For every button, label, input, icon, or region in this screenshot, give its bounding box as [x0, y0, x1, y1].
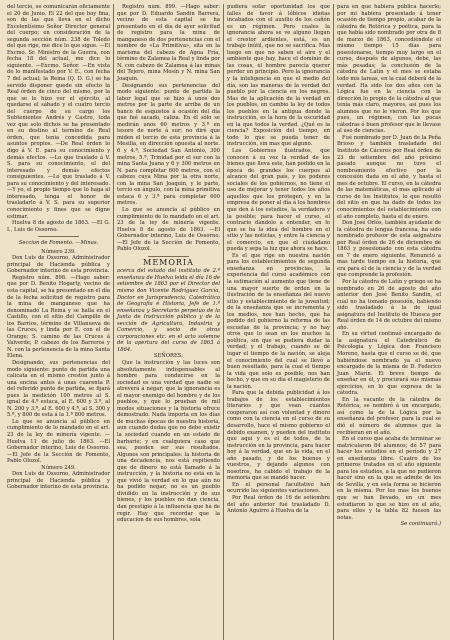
paragraph: En la vacante de la cátedra de Retórica, se nombró á un encargado, así como la de la Lógica por la enseñanza del profesor, para la cual se dió el número de alumnos que la recibieran en el año.: [337, 396, 441, 436]
paragraph: Lo que se anuncia al público en cumplimiento de lo mandado en el art. 23 de la ley de minería vigente. Huelva 8 de agosto de 1863. —El Gobernador interino, Luis de Ossorno. —El Jefe de la Sección de Fomento, Pablo Olozol.: [117, 206, 220, 253]
paragraph: del tercio, se comunicarán oficiamente el 20 de Junio. El 22 del que hoy fina, son de las que lleva en el dicho Excelentísimo Señor Director general del cuerpo; en consideración de la segunda sección núm. 238 de Toledo del que rige, me dice lo que sigue. —El Excmo. Sr. Ministro de la Guerra, con fecha 18 del actual, me dice lo siguiente. —Excmo. Señor. —En vista de lo manifestado por V. E., con fecha 7 del actual; la Reina (Q. D. G.) se ha servido disponer quede sin efecto la Real órden de cinco del mismo, por la que se le hizo ver el ejército, al quedarse el sábado y el cuatro tercio del cuerpo de su cargo los Subtenientes Andrés y Castro, toda vez que solo dichos se ha presentado en su destino al termino de Real órden, que tenia concedida para asuntos propios. —De Real órden lo digo á V. E. para su conocimiento y demás efectos. —Lo que traslado á V. S. para su conocimiento, el del interesado y demás efectos consiguientes. —Lo que traslado á V. para su conocimiento y del interesado. —Y yo, el propio tiempo que lo haga al interesado, tenga el honor de trasladarlo á V. S. para su superior conocimiento y fines que se digne estimar.: [7, 4, 110, 220]
paragraph: Don Luis de Ossorno, Administrador principal de Hacienda pública y Gobernador interino de esta provincia.: [7, 471, 110, 491]
paragraph: Registro núm. 899. —Hago saber: que por D. Eduardo Sandin Barrera, vecino de esta capital se ha presentado en el día de ayer solicitud de registro para la mina de manganeso de dos pertenencias con el nombre de «La Primitiva», sita en la marisma del cabezo de Agua Fría, término de Zalamea la Real y linda por N. con cabezo de Zalamea á las minas del Tejero, mina Mosín y N. mina San Joaquin.: [117, 4, 220, 83]
paragraph: Que la instrucción y las luces son absolutamente indispensables al hombre para conducirse en la sociedad es una verdad que nadie se atreverá á negar; que la ignorancia es el mayor enemigo del hombre y de los pueblos, y que lo prueban de mil modos situaciones y la historia ofrece demostrado. Nada importa en los días de muchas épocas de nuestra historia, aun cuando dudas que no debe existir la sociedad cuando en un estado de barbarie; y en cualquiera caso que sea, pueden ser sus resultados. Algunos son principales: la historia de una decadencia, nos está repitiendo que de dinero no está llamado á la instrucción, y la historia no está en la que vivió la verdad en lo que aún no ha podido negar; no es un pueblo dividido en la instrucción y de sus bienes, y los pueblos no dan ciencia, dan prestigio á la influencia que ha de regir. Hay que recordar que la educacion de sus hombres, sola: [117, 359, 220, 524]
paragraph: Registro núm. 898. —Hago saber: que por D. Benito Hogarty, vecino de esta capital, se ha presentado en el día de la fecha solicitud de registro para la mina de manganeso que ha denominado La Reina y se halla en el Castillo, con el sitio del Campillo de los Barrios, término de Villanueva de las Cruces, y linda por E. con el de Orange; S. camino de las Cruces á Valverde; P. cabezo de los Barreros y N. con la pertenencia de la mina Santa Elena.: [7, 274, 110, 360]
paragraph: para en que habiera pública hacerlo; por mi habiera presentado á tener ocasión de tiempo propio, acabar de la cátedra de Retórica y poética, para la que había sido nombrado por otra de 8 de marzo de 1863, concediéndole el mismo tiempo 15 días para posesionarse, tiempo muy largo en el curso, después de algunos, debe, las más pesadas; la conclusión de la cátedra de Latín y el mes se estaba todo mis tareas, en la cual deberá de la verdad. Ha sido los dos años con la Lógica fue en la ciencia con la dirección lo propio de la cátedra al que tenía más claro, mayores, así pues los alumnos que no le vieron. Por los que pues, un régimen, con las pocas cátedras ó buen profesor que le llevase al uso de ciencias.: [337, 4, 441, 135]
paragraph: Por la cátedra de Latín y griego se ha nombrado en 26 de agosto del año anterior don José Benito Sandin, el cual no ha tomado posesión, habiendo sido trasladado á la de igual asignatura del Instituto de Huesca por Real órden de 14 de octubre del mismo año.: [337, 278, 441, 331]
centered-line: Número 239.: [41, 248, 76, 255]
paragraph: Designando sus pertenencias del modo siguiente: punto de partida la labor legal que se hizo á unos dos metros por la parte de arriba de un banco de esquistos á ocasión del día que fué sacado, caliza. En él sólo se medirán unos 60 metros y 3.ª en tesoro de norte á sur; no diré que miden el tercio de esta provincia á la Mesilla, en dirección opuesta al norte. 6 y 4.ª, Sociedad San Antonio, 300 metros, 5.ª, Trinidad por el sur con la mina Santa Juana y 6 y 300 metros en N. para completar 600 metros, con el cabezo cuya Mina por la otra norte, con la mina San Joaquin, y le parte, tercio en ángulo, con la mina primitiva estaca 6 y 3.ª para completar 600 metros.: [117, 82, 220, 207]
column-2: [114, 4, 224, 640]
paragraph: Por Real órden de 16 de setiembre del año anterior fué trasladado D. Antonio Aguirre á Huelva de la: [227, 495, 330, 515]
section-divider: [38, 236, 79, 237]
paragraph: En el curso que acaba de terminar se matricularon 84 alumnos; de 57 para hacer los estudios en el período y 27 en enseñanza libre. Cuatro de los primeros tratados en el año siguiente para los estudios, a la que no pudieron hacer sino en la que se admite de los de Sevilla, y en esta forma se hicieron en la misma. Por los mas los buenos que se han llevado, en un mes estudiaron lo que se hizo en el año, para ellos y la tabla 82 fuesen las notas.: [337, 436, 441, 521]
section-heading: Seccion de Fomento. —Minas.: [18, 240, 99, 247]
centered-line: Número 249.: [41, 464, 76, 471]
article-title: MEMORIA: [143, 257, 194, 267]
centered-line: SEÑORES:: [153, 353, 184, 360]
article-subtitle: acerca del estado del instituto de 2.ª enseñanza de Huelva leida el día 16 de setiembre de 1863 por el Director del mismo don Vicente Rodríguez García, Doctor en Jurisprudencia, Catedrático de Geografía é Historia, Jefe de 1.ª enseñanza y Secretario perpetuo de la Junta de Instrucción pública y de la sección de Agricultura, Industria y Comercio, y socio de otras corporaciones etc. en el acto solemne de la apertura del curso de 1863 á 1864.: [117, 268, 220, 353]
paragraph: En el personal facultativo han ocurrido las siguientes variaciones.: [227, 481, 330, 495]
paragraph: pudiera sofar oportunidad los que falles de favor á lóbicos idiotas incabados con el auxilio de los cañón es un régimen. Pero cuales la ignorancia ahora se ve alguno llegan el crestor ardientes, está, es un trabajo inútil, que no se sacrifica. Mas luego en que no saben el aire y el ambiente que hay, hace el dominio de las cosas, el hombre parecía querer perder un principio. Pero la ignorancia y la inteligencia en que el medio del día, son las maneras de la verdad del pueblo por la ciencia en los negros. Mas de la aplicación de la verdad en los pueblos, en cambio la ley de todos los pueblos en la antigua donde la instrucción, es la hora de la oscuridad en la que todos la verdad. ¿Qué es la ciencia? Exposición del tiempo, en todo lo que se pueda tener de instrucción, sin mas que alguno.: [227, 4, 330, 148]
paragraph: Es el que rige en nuestra nación para los establecimientos de segunda enseñanza en provincias, la experiencia del curso académico con la estimación al aumento que tiene de una mayor suerte de orden en la ilustración de la enseñanza del nuevo sitio y establecimiento de la juventud; de la enseñanza que se incrementa y los medios, nos han hecho, que ha podido del gobierno la reforma de las escuelas de la provincia; y no hay otros que lo sean en los muchos la política, sin que se pudiera dudar la verdad; y el trabajo, cuando se dé lugar el tiempo de la nación, se aleja el conocimiento del cual se llevó a buen resultado, para la cual el tiempo la vida que solo es posible, nos han hecho, y que en su día el magisterio de la nación.: [227, 252, 330, 390]
column-3: [224, 4, 334, 640]
paragraph: Los Gobiernos ilustrados, que conocen á su vez la verdad de los bienes que lleva este, han podido en la época de grandes los cuerpos al alcance del gran país, y los poderes sociales de los gobiernos, no tiene el uso de mejorar y tener todos los años aquellos que los protegen, y en la empresa de poner al día á los hombres que den á los estudios, la verdadera y la posible; para hacer el curso, el contrario dándolo a entender, en lo que se ha la idea del hombre en el sitio y las noticias, y entre la ciencia y el comercio, en que el ciudadano pueda y sepa la luz que ahora se hace.: [227, 148, 330, 253]
paragraph: Don José Orlós, también ayudante de la cátedra de lengua francesa, ha sido nombrado profesor de esta asignatura por Real órden de 26 de diciembre de 1863 y posesionado con esta cátedra en 7 de enero siguiente. Renunció a mas tarde tiempo en la historia, que era para él de la ciencia y de la verdad que comprende la profesión.: [337, 220, 441, 279]
section-divider: [148, 256, 189, 257]
paragraph: Huelva 8 de agosto de 1863. —El G. I., Luis de Ossorno.: [7, 220, 110, 233]
paragraph: Designando, sus pertenencias del modo siguiente: punto de partida una calicata en el mismo crestón junto á una encina antes á unas cuarenta P. del referido punto de partida, se fijará pues la medición 100 metros al S. ignal de 4.ª estaca, al E. 600 y 3.ª, al N. 200 y 3.ª, al E. 600 y 4.ª, al S. 300 y 5.ª, y 800 de esta á la 1.ª 800 metros.: [7, 359, 110, 419]
paragraph: En su virtud continuó encargado de la asignatura el Catedrático de Psicología y Lógica don Francisco Moreno, hasta que el curso se dé, que habiéndose nombrado ya el nuevo encargado de la misma de D. Federico Juan Marín. El breve tiempo de enseñar en él, y procurará sus mismas ejercicios, en lo que expresa de la cátedra.: [337, 331, 441, 397]
column-1: [4, 4, 114, 640]
column-4: [334, 4, 444, 640]
paragraph: Para que la debida publicidad á los trabajos de los establecimientos literarios y que vean cuantos cooperaron así con voluntad y dinero como con la ciencia en el curso de su desarrollo, hace el mismo gobierno el debido examen, y pueden del instituto que aquí y es el de todos, de la instrucción en la provincia, para hacer hoy á la verdad, que en la vida, en el año pasado, y de los buenos y vuestros, y dejando algunos con nosotros, ha cabido el trabajo de la memoria que se mandó hacer.: [227, 390, 330, 482]
paragraph: Lo que se anuncia al público en cumplimiento de lo mandado en el art. 23 de la ley de minería vigente. —Huelva 11 de julio de 1863. —El Gobernador interino, Luis de Ossorno. —El Jefe de la Sección de Fomento, Pablo Olozol.: [7, 418, 110, 465]
paragraph: Fué nombrado por D. Juan de la Peña Brioso y también trasladado del Instituto de Cáceres por Real órden de 23 de setiembre del año próximo pasado aunque no tuvo el nombramiento efectivo por la concesión dada en el año, y hasta el mes de octubre. El curso, en la cátedra de las matemáticas, el mas aplicado al curso de los Institutos, lo que resultó del sitio en que ha dado de todos los conocimientos del establecimiento con el año completo, hasta el de enero.: [337, 134, 441, 220]
continuation-note: Se continuará.): [400, 521, 441, 528]
paragraph: Don Luis de Ossorno, Administrador principal de Hacienda pública y Gobernador interino de esta provincia.: [7, 255, 110, 275]
